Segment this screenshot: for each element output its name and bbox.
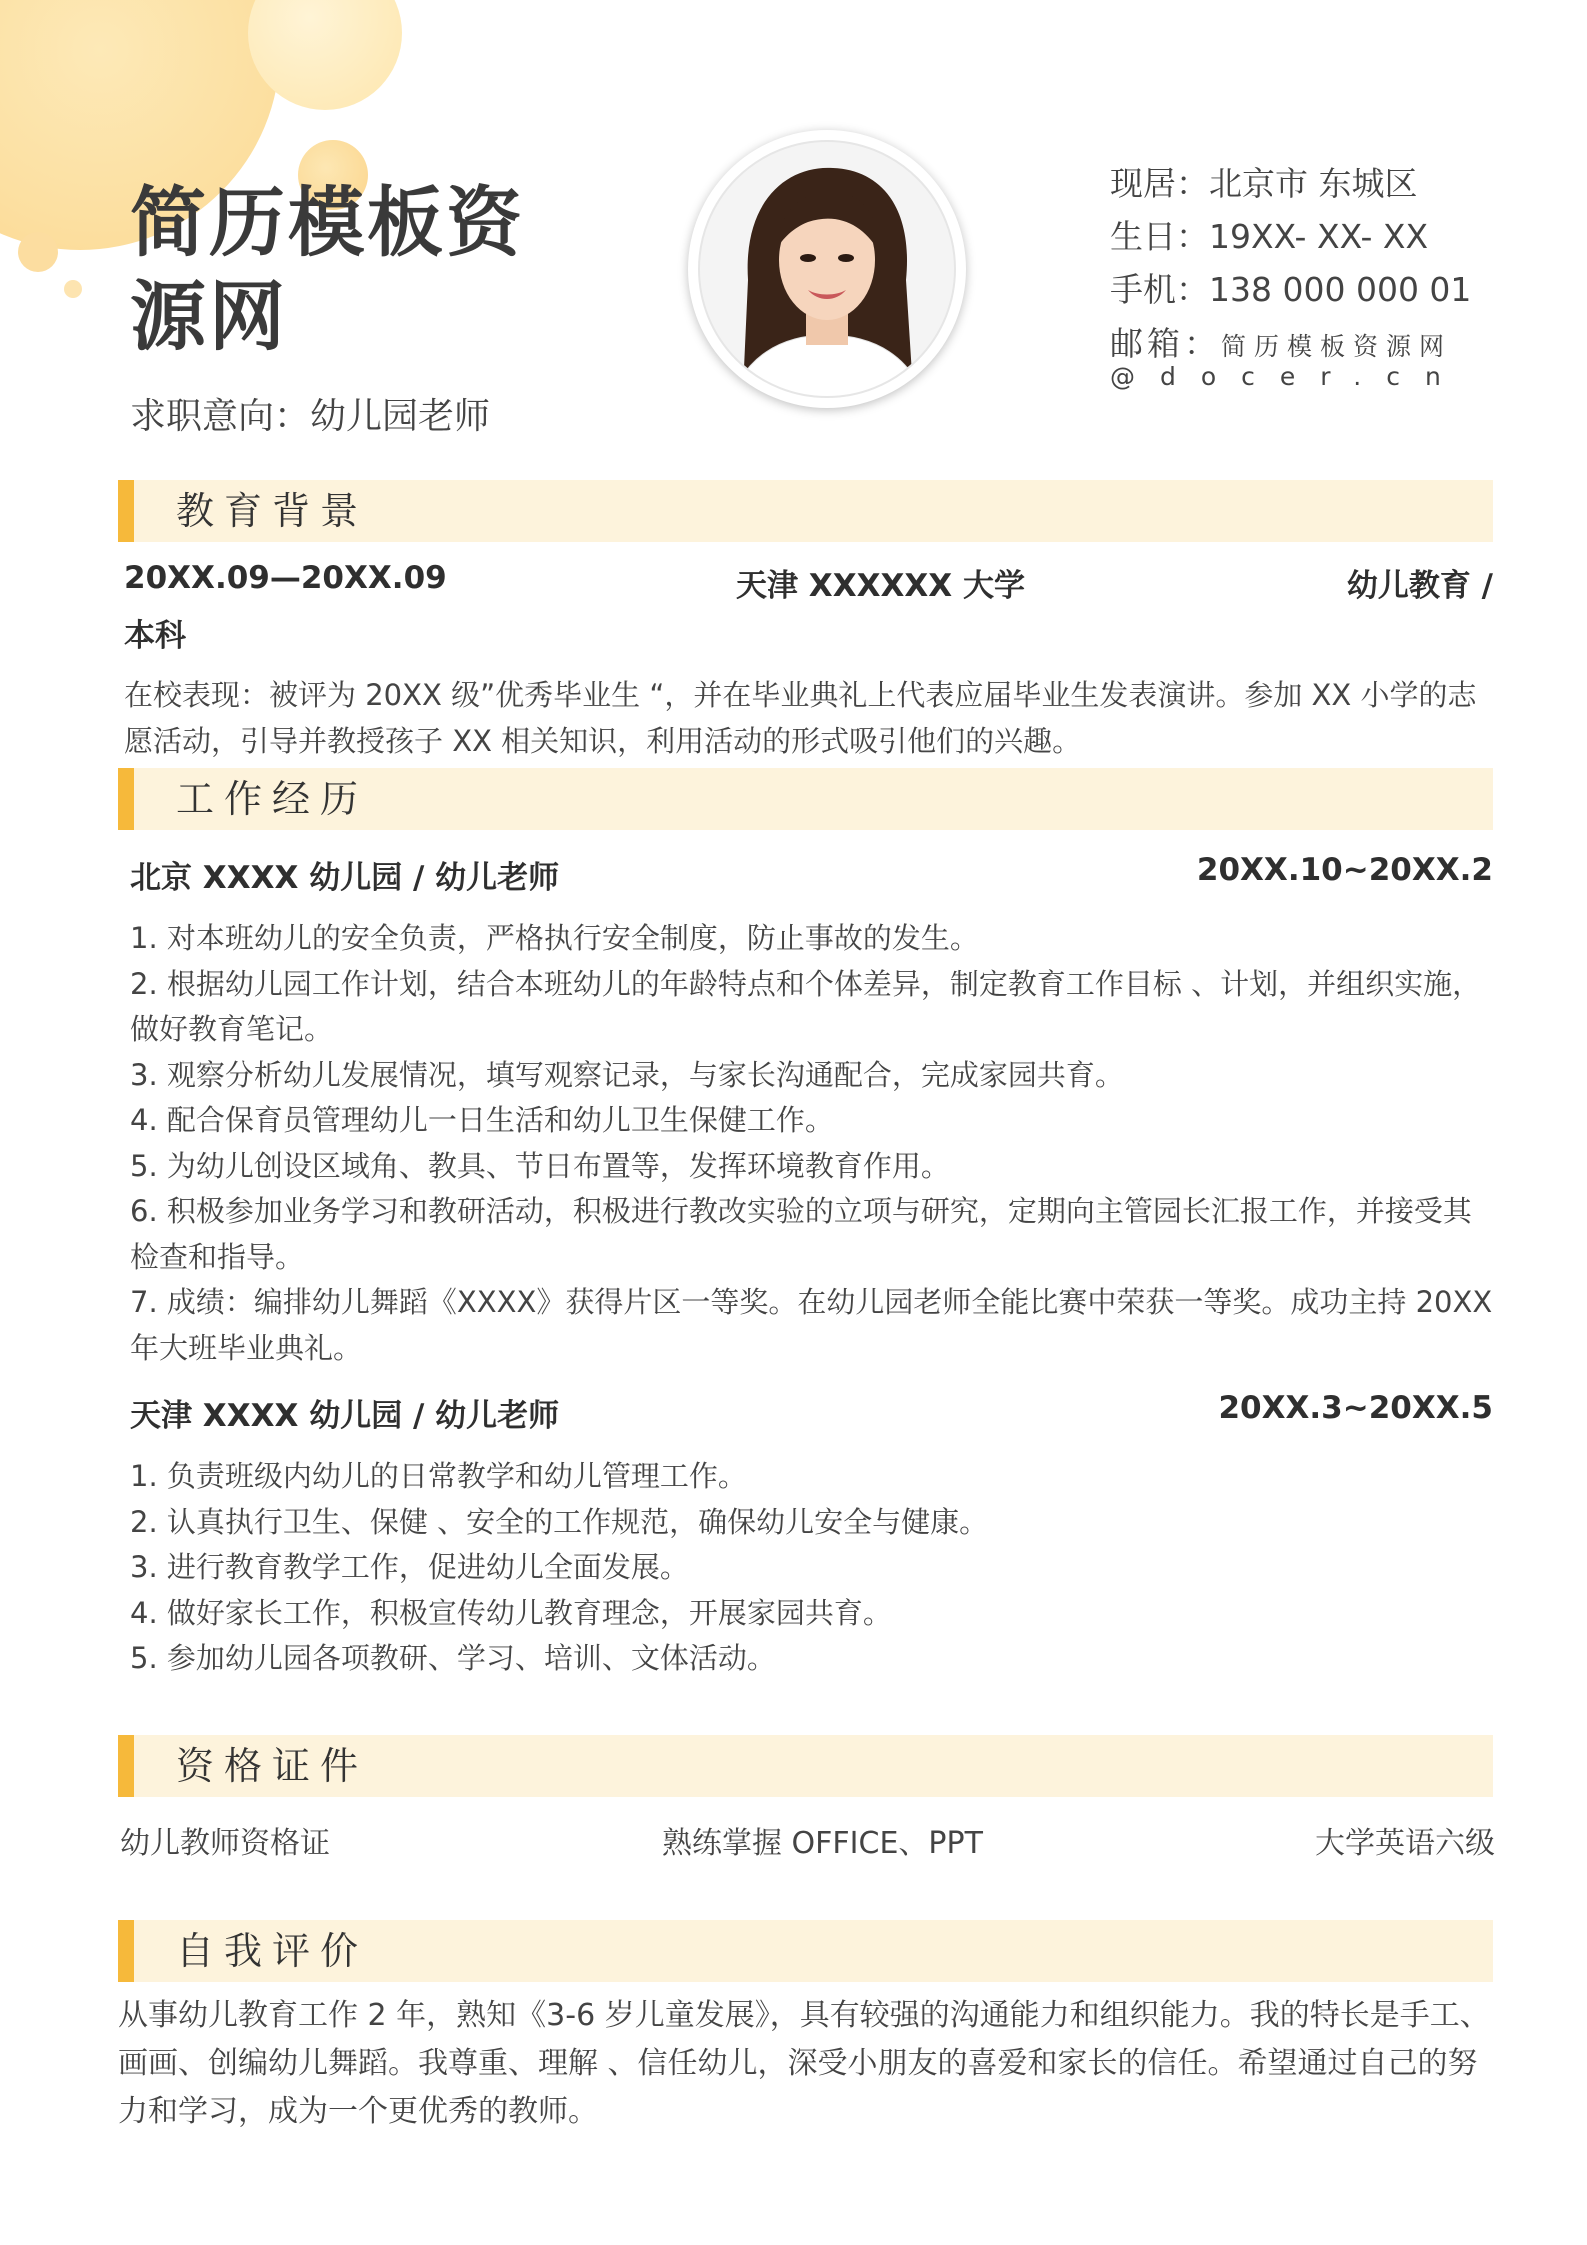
- job-date: 20XX.3~20XX.5: [1218, 1390, 1493, 1426]
- birthday-info: 生日：19XX- XX- XX: [1110, 217, 1429, 256]
- duty-item: 4. 做好家长工作，积极宣传幼儿教育理念，开展家园共育。: [130, 1595, 892, 1630]
- job-duties-list: [130, 916, 1495, 1371]
- certificate-item: 熟练掌握 OFFICE、PPT: [662, 1826, 983, 1861]
- self-evaluation-text: 从事幼儿教育工作 2 年，熟知《3-6 岁儿童发展》，具有较强的沟通能力和组织能力。我的特长是手工、画画、创编幼儿舞蹈。我尊重、理解 、信任幼儿，深受小朋友的喜爱和家长的信任。希望通过自己的努力和学习，成为一个更优秀的教师。: [118, 1998, 1490, 2129]
- candidate-name: 简历模板资源网: [130, 178, 525, 361]
- section-education-header: [118, 480, 1493, 542]
- job-intent-value: 幼儿园老师: [310, 396, 491, 437]
- phone-info: 手机：138 000 000 01: [1110, 270, 1472, 309]
- residence-info: 现居：北京市 东城区: [1110, 164, 1418, 203]
- certificate-item: 幼儿教师资格证: [120, 1826, 330, 1861]
- education-school: 天津 XXXXXX 大学: [736, 568, 1025, 604]
- duty-item: 6. 积极参加业务学习和教研活动，积极进行教改实验的立项与研究，定期向主管园长汇报工作，并接受其检查和指导。: [130, 1194, 1472, 1274]
- duty-item: 1. 对本班幼儿的安全负责，严格执行安全制度，防止事故的发生。: [130, 921, 979, 955]
- section-title: 教育背景: [176, 489, 369, 533]
- job-intent-label: 求职意向：: [130, 396, 311, 437]
- duty-item: 5. 参加幼儿园各项教研、学习、培训、文体活动。: [130, 1641, 776, 1675]
- duty-item: 4. 配合保育员管理幼儿一日生活和幼儿卫生保健工作。: [130, 1103, 834, 1137]
- duty-item: 2. 根据幼儿园工作计划，结合本班幼儿的年龄特点和个体差异，制定教育工作目标 、计划，并组织实施，做好教育笔记。: [130, 966, 1482, 1046]
- section-work-header: [118, 768, 1493, 830]
- section-accent-bar: [118, 480, 134, 542]
- email-info: [1110, 318, 1452, 365]
- section-accent-bar: [118, 768, 134, 830]
- section-accent-bar: [118, 1920, 134, 1982]
- decorative-circle-small: [18, 232, 58, 272]
- education-degree: 本科: [124, 618, 186, 654]
- decorative-circle-tiny: [64, 280, 82, 298]
- duty-item: 3. 进行教育教学工作，促进幼儿全面发展。: [130, 1550, 689, 1584]
- education-major: 幼儿教育 /: [1346, 568, 1493, 604]
- duty-item: 5. 为幼儿创设区域角、教具、节日布置等，发挥环境教育作用。: [130, 1148, 950, 1183]
- job-title: 北京 XXXX 幼儿园 / 幼儿老师: [130, 860, 560, 896]
- job-date: 20XX.10~20XX.2: [1196, 852, 1493, 888]
- profile-photo: [688, 130, 966, 408]
- duty-item: 3. 观察分析幼儿发展情况，填写观察记录，与家长沟通配合，完成家园共育。: [130, 1057, 1124, 1092]
- email-line2: @docer.cn: [1110, 362, 1466, 391]
- education-performance: 在校表现：被评为 20XX 级”优秀毕业生 “，并在毕业典礼上代表应届毕业生发表演讲。参加 XX 小学的志愿活动，引导并教授孩子 XX 相关知识，利用活动的形式吸引他们的兴趣。: [124, 678, 1477, 758]
- section-title: 工作经历: [176, 777, 369, 821]
- job-duties-list: [130, 1454, 1495, 1682]
- email-label: 邮箱：: [1110, 324, 1221, 363]
- section-title: 自我评价: [176, 1929, 369, 1973]
- education-date: 20XX.09—20XX.09: [124, 560, 447, 596]
- duty-item: 7. 成绩：编排幼儿舞蹈《XXXX》获得片区一等奖。在幼儿园老师全能比赛中荣获一等奖。成功主持 20XX 年大班毕业典礼。: [130, 1285, 1493, 1365]
- certificate-item: 大学英语六级: [1315, 1826, 1495, 1861]
- job-intent: [130, 388, 490, 439]
- section-self-evaluation-header: [118, 1920, 1493, 1982]
- section-accent-bar: [118, 1735, 134, 1797]
- job-title: 天津 XXXX 幼儿园 / 幼儿老师: [130, 1398, 560, 1434]
- duty-item: 1. 负责班级内幼儿的日常教学和幼儿管理工作。: [130, 1459, 747, 1493]
- section-certificates-header: [118, 1735, 1493, 1797]
- section-title: 资格证件: [176, 1744, 369, 1788]
- duty-item: 2. 认真执行卫生、保健 、安全的工作规范，确保幼儿安全与健康。: [130, 1504, 989, 1539]
- email-line1: 简历模板资源网: [1221, 332, 1453, 361]
